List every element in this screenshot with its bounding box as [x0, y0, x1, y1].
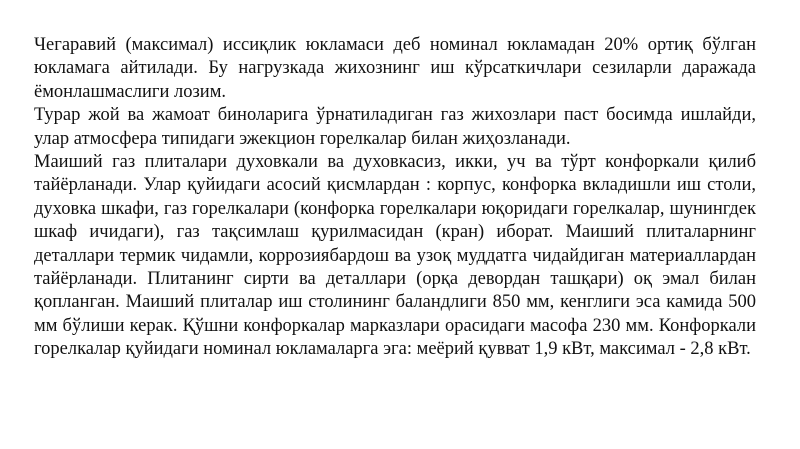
paragraph-household-stoves: Маиший газ плиталари духовкали ва духовкасиз, икки, уч ва тўрт конфоркали қилиб тайёрланади. Улар қуйидаги асосий қисмлардан : корпус, конфорка вкладишли иш столи, духовка шкафи, газ горелкалари (конфорка горелкалари юқоридаги горелкалар, шунингдек шкаф ичидаги), газ тақсимлаш қурилмасидан (кран) иборат. Маиший плиталарнинг деталлари термик чидамли, коррозиябардош ва узоқ муддатга чидайдиган материаллардан тайёрланади. Плитанинг сирти ва деталлари (орқа девордан ташқари) оқ эмал билан қопланган. Маиший плиталар иш столининг баландлиги 850 мм, кенглиги эса камида 500 мм бўлиши керак. Қўшни конфоркалар марказлари орасидаги масофа 230 мм. Конфоркали горелкалар қуйидаги номинал юкламаларга эга: меёрий қувват 1,9 кВт, максимал - 2,8 кВт. — [34, 152, 756, 360]
paragraph-gas-appliances: Турар жой ва жамоат биноларига ўрнатиладиган газ жихозлари паст босимда ишлайди, улар атмосфера типидаги эжекцион горелкалар билан жиҳозланади. — [34, 105, 756, 149]
paragraph-max-heat-load: Чегаравий (максимал) иссиқлик юкламаси деб номинал юкламадан 20% ортиқ бўлган юкламага айтилади. Бу нагрузкада жихознинг иш кўрсаткичлари сезиларли даражада ёмонлашмаслиги лозим. — [34, 35, 756, 102]
document-body — [34, 34, 756, 362]
